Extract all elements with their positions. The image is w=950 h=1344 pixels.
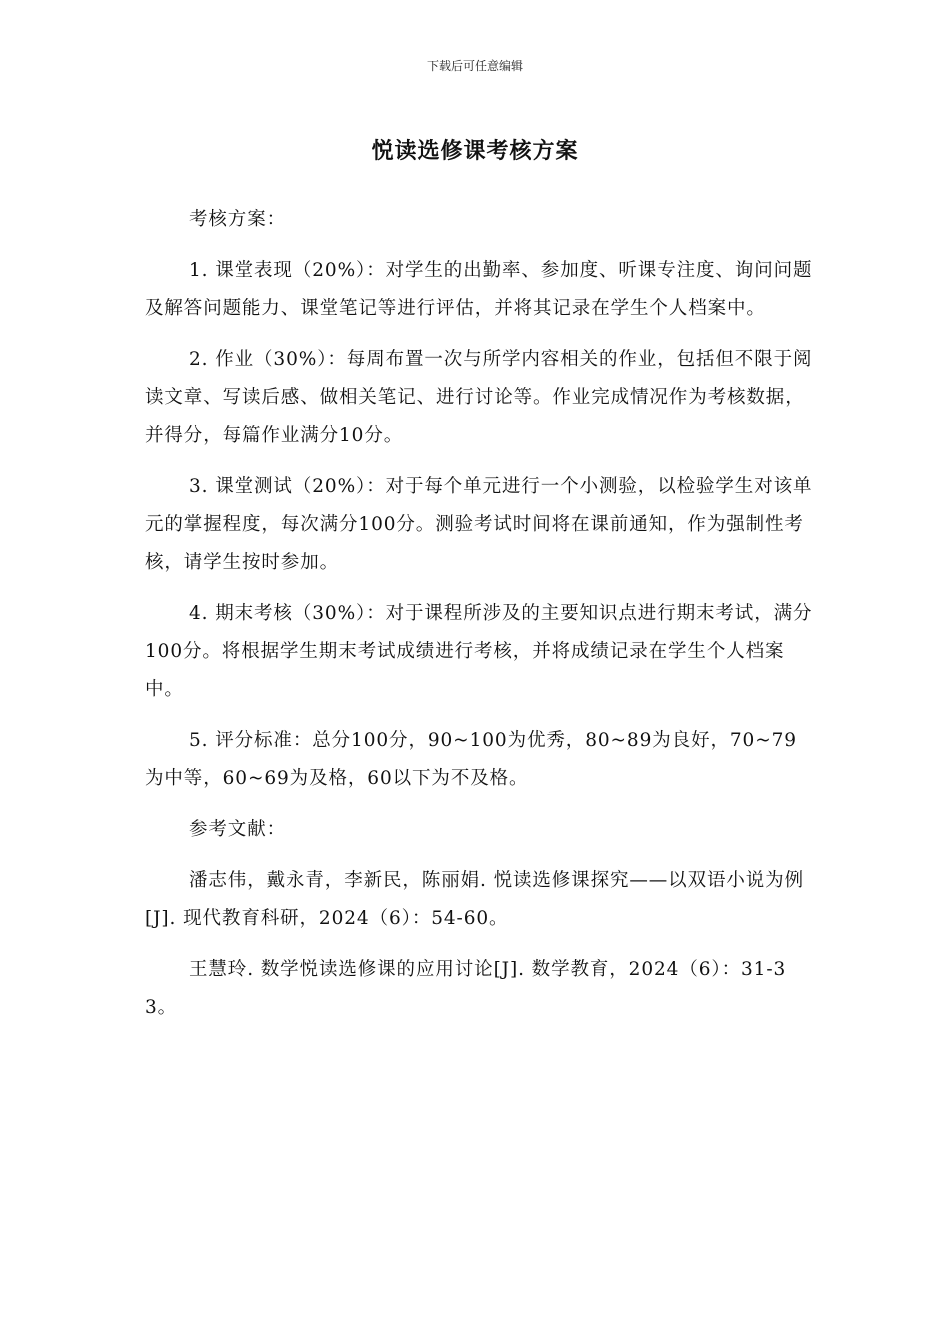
reference-item: 王慧玲. 数学悦读选修课的应用讨论[J]. 数学教育，2024（6）：31-33。 <box>145 959 787 1018</box>
section-heading-assessment-plan: 考核方案： <box>189 209 287 230</box>
document-body <box>145 201 813 1040</box>
paragraph-homework: 2. 作业（30%）：每周布置一次与所学内容相关的作业，包括但不限于阅读文章、写读后感、做相关笔记、进行讨论等。作业完成情况作为考核数据，并得分，每篇作业满分10分。 <box>145 349 813 446</box>
paragraph-class-performance: 1. 课堂表现（20%）：对学生的出勤率、参加度、听课专注度、询问问题及解答问题能力、课堂笔记等进行评估，并将其记录在学生个人档案中。 <box>145 260 813 319</box>
paragraph-class-test: 3. 课堂测试（20%）：对于每个单元进行一个小测验，以检验学生对该单元的掌握程度，每次满分100分。测验考试时间将在课前通知，作为强制性考核，请学生按时参加。 <box>145 476 813 573</box>
paragraph-final-exam: 4. 期末考核（30%）：对于课程所涉及的主要知识点进行期末考试，满分100分。将根据学生期末考试成绩进行考核，并将成绩记录在学生个人档案中。 <box>145 603 813 700</box>
reference-item: 潘志伟，戴永青，李新民，陈丽娟. 悦读选修课探究——以双语小说为例[J]. 现代教育科研，2024（6）：54-60。 <box>145 870 804 929</box>
section-heading-references: 参考文献： <box>189 819 287 840</box>
paragraph-grading-standard: 5. 评分标准：总分100分，90~100为优秀，80~89为良好，70~79为中等，60~69为及格，60以下为不及格。 <box>145 730 797 789</box>
page-header-watermark: 下载后可任意编辑 <box>426 59 523 73</box>
document-title: 悦读选修课考核方案 <box>371 139 579 164</box>
